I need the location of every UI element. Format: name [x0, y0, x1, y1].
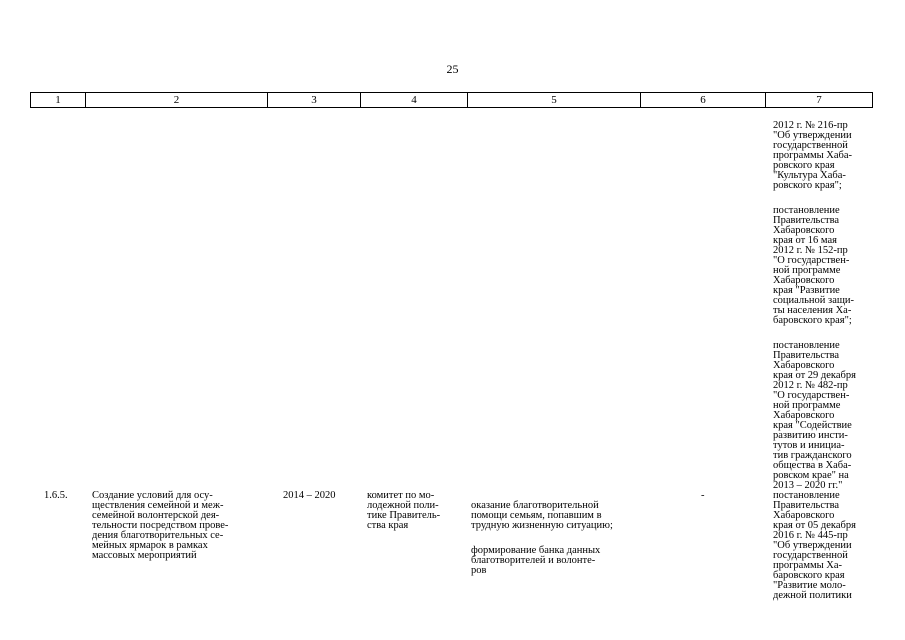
continued-col7	[773, 111, 873, 506]
header-col-3: 3	[267, 92, 361, 108]
header-col-7: 7	[765, 92, 873, 108]
legal-reference: постановление Правительства Хабаровского края от 29 декабря 2012 г. № 482-пр "О государствен- ной программе Хабаровского края "Содействие развитию инсти- тутов и инициа- тив гражданского общества в Хаба- ровском крае" на 2013 – 2020 гг."	[773, 340, 856, 491]
row-executor: комитет по мо- лодежной поли- тике Правитель- ства края	[367, 490, 441, 531]
header-col-5: 5	[467, 92, 641, 108]
row-legal-basis: постановление Правительства Хабаровского края от 05 декабря 2016 г. № 445-пр "Об утверждении государственной программы Ха- баровского края "Развитие моло- дежной политики	[773, 490, 856, 601]
row-results	[471, 491, 639, 591]
legal-reference: постановление Правительства Хабаровского края от 16 мая 2012 г. № 152-пр "О государствен- ной программе Хабаровского края "Развитие социальной защи- ты населения Ха- баровского края";	[773, 205, 855, 326]
row-title: Создание условий для осу- ществления семейной и меж- семейной волонтерской дея- тельности посредством прове- дения благотворительных се- мейных ярмарок в рамках массовых мероприятий	[92, 490, 229, 561]
page-number: 25	[446, 62, 459, 76]
row-number: 1.6.5.	[44, 490, 68, 501]
row-period: 2014 – 2020	[283, 490, 336, 501]
header-col-6: 6	[640, 92, 766, 108]
header-col-1: 1	[30, 92, 86, 108]
header-col-4: 4	[360, 92, 468, 108]
row-col6: -	[701, 490, 705, 501]
legal-reference: 2012 г. № 216-пр "Об утверждении государственной программы Хаба- ровского края "Культура Хаба- ровского края";	[773, 120, 853, 191]
header-col-2: 2	[85, 92, 268, 108]
result-item: оказание благотворительной помощи семьям, попавшим в трудную жизненную ситуацию;	[471, 500, 613, 531]
result-item: формирование банка данных благотворителей и волонте- ров	[471, 545, 601, 576]
